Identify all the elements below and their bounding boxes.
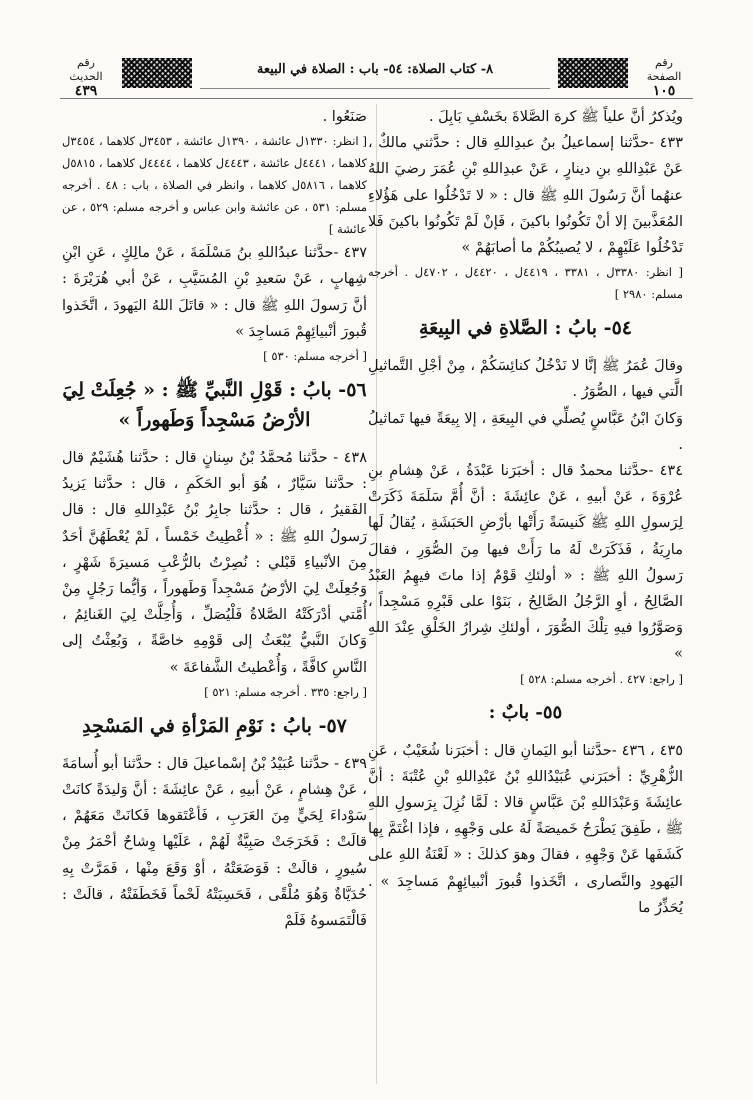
hadith-435-436: ٤٣٥ ، ٤٣٦ -حدَّثنا أبو اليَمانِ قال : أخبَرَنا شُعَيْبٌ ، عَنِ الزُّهْرِيِّ : أخبَرَني عُبَيْدُاللهِ بْنُ عَبْدِاللهِ بْنِ عُتْبَةَ : أنَّ عائِشَةَ وَعَبْدَاللهِ بْنَ عَبَّاسٍ قالا : لَمَّا نُزِلَ بِرَسولِ اللهِ ﷺ ، طَفِقَ يَطْرَحُ خَميصَةً لَهُ على وَجْهِهِ ، فإذا اغْتَمَّ بِها كَشَفَها عَنْ وَجْهِهِ ، فقالَ وهوَ كذلكَ : « لَعْنَةُ اللهِ على اليَهودِ والنَّصارى ، اتَّخَذوا قُبورَ أنْبيائِهِمْ مَساجِدَ » . يُحَذِّرُ ما xyxy=(368,742,683,916)
header-rule xyxy=(60,98,693,99)
text-block: ويُذكرُ أنَّ علياً ﷺ كرهَ الصَّلاةَ بخَسْفِ بَابِلَ . xyxy=(428,109,683,125)
chapter-heading-54: ٥٤- بابُ : الصَّلاةِ في البِيعَةِ xyxy=(418,317,632,340)
text-block: وقالَ عُمَرُ ﷺ إنَّا لا نَدْخُلُ كنائِسَكُمْ ، مِنْ أجْلِ التَّماثيلِ الَّتي فيها ، الصُّوَرُ . xyxy=(368,358,683,401)
hadith-number-box xyxy=(60,56,112,99)
hadith-438: ٤٣٨ - حدَّثنا مُحمَّدُ بْنُ سِنانٍ قال : حدَّثنا هُشَيْمٌ قال : حدَّثنا سَيَّارٌ ، هُوَ أبو الحَكَمِ ، قال : حدَّثنا يَزيدُ الفَقيرُ ، قال : حدَّثنا جابِرُ بْنُ عَبْدِاللهِ قال : قال رَسولُ اللهِ ﷺ : « أُعْطِيتُ خَمْساً ، لَمْ يُعْطَهُنَّ أحَدٌ مِنَ الأنْبياءِ قَبْلي : نُصِرْتُ بالرُّعْبِ مَسيرَةَ شَهْرٍ ، وَجُعِلَتْ لِيَ الأرْضُ مَسْجِداً وَطَهوراً ، وَأيُّما رَجُلٍ مِنْ أُمَّتي أدْرَكَتْهُ الصَّلاةُ فَلْيُصَلِّ ، وَأُحِلَّتْ لِيَ الغَنائِمُ ، وَكانَ النَّبيُّ يُبْعَثُ إلى قَوْمِهِ خاصَّةً ، وَبُعِثْتُ إلى النَّاسِ كافَّةً ، وَأُعْطيتُ الشَّفاعَةَ » xyxy=(62,450,367,676)
hadith-439: ٤٣٩ - حدَّثنا عُبَيْدُ بْنُ إسْماعيلَ قال : حدَّثنا أبو أُسامَةَ ، عَنْ هِشامٍ ، عَنْ أبيهِ ، عَنْ عائِشَةَ : أنَّ وَليدَةً كانَتْ سَوْداءَ لِحَيٍّ مِنَ العَرَبِ ، فَأعْتَقوها فَكانَتْ مَعَهُمْ ، قالَتْ : فَخَرَجَتْ صَبِيَّةٌ لَهُمْ ، عَلَيْها وِشاحٌ أحْمَرُ مِنْ سُيورٍ ، قالَتْ : فَوَضَعَتْهُ ، أوْ وَقَعَ مِنْها ، فَمَرَّتْ بِهِ حُدَيَّاةٌ وَهُوَ مُلْقًى ، فَحَسِبَتْهُ لَحْماً فَخَطَفَتْهُ ، قالَتْ : فَالْتَمَسوهُ فَلَمْ xyxy=(62,755,367,930)
page-number: ١٠٥ xyxy=(652,83,676,99)
cross-reference-note: [ راجع: ٣٣٥ . أخرجه مسلم: ٥٢١ ] xyxy=(204,684,367,699)
header-ornament-left xyxy=(122,58,192,88)
page-number-box xyxy=(638,56,690,99)
hadith-434: ٤٣٤ -حدَّثنا محمدٌ قال : أخبَرَنا عَبْدَةُ ، عَنْ هِشامِ بنِ عُرْوَةَ ، عَنْ أبيهِ ، عَنْ عائِشَةَ : أنَّ أُمَّ سَلَمَةَ ذَكَرَتْ لِرَسولِ اللهِ ﷺ كَنيسَةً رَأَتْها بأرْضِ الحَبَشَةِ ، يُقالُ لَها مارِيَةُ ، فَذَكَرَتْ لَهُ ما رَأَتْ فيها مِنَ الصُّوَرِ ، فقالَ رَسولُ اللهِ ﷺ : « أولئكِ قَوْمٌ إذا ماتَ فيهِمُ العَبْدُ الصَّالِحُ ، أوِ الرَّجُلُ الصَّالِحُ ، بَنَوْا على قَبْرِهِ مَسْجِداً ، وَصَوَّرُوا فيهِ تِلْكَ الصُّوَرَ ، أولئكِ شِرارُ الخَلْقِ عِنْدَ اللهِ » xyxy=(368,463,683,663)
cross-reference-note: [ انظر: ٣٣٨٠ل ، ٣٣٨١ ، ٤٤١٩ل ، ٤٤٢٠ل ، ٤٧٠٢ل . أخرجه مسلم: ٢٩٨٠ ] xyxy=(368,265,683,302)
hadith-433: ٤٣٣ -حدَّثنا إسماعيلُ بنُ عبدِاللهِ قال : حدَّثني مالكٌ ، عَنْ عَبْدِاللهِ بنِ دينارٍ ، عَنْ عبدِاللهِ بْنِ عُمَرَ رضيَ اللهُ عنهُما أنَّ رَسُولَ اللهِ ﷺ قال : « لا تَدْخُلُوا على هَؤُلاءِ المُعَذَّبينَ إلا أنْ تَكُونُوا باكينَ ، فَإنْ لَمْ تَكُونُوا باكينَ فَلا تَدْخُلُوا عَلَيْهِمْ ، لا يُصيبُكُمْ ما أصابَهُمْ » xyxy=(368,135,683,257)
running-title: ٨- كتاب الصلاة: ٥٤- باب : الصلاة في البيعة xyxy=(200,62,550,89)
cross-reference-note: [ انظر: ١٣٣٠ل عائشة ، ١٣٩٠ل عائشة ، ٣٤٥٣ل كلاهما ، ٣٤٥٤ل كلاهما ، ٤٤٤١ل عائشة ، ٤٤٤٣ل كلاهما ، ٤٤٤٤ل كلاهما ، ٥٨١٥ل كلاهما ، ٥٨١٦ل كلاهما ، وانظر في الصلاة ، باب : ٤٨ . أخرجه مسلم: ٥٣١ ، عن عائشة وابن عباس و أخرجه مسلم: ٥٢٩ ، عن عائشة ] xyxy=(62,134,368,237)
cross-reference-note: [ راجع: ٤٢٧ . أخرجه مسلم: ٥٢٨ ] xyxy=(520,671,683,686)
page-number-label: رقم الصفحة xyxy=(646,56,682,83)
page-header xyxy=(60,52,690,99)
text-block: وَكانَ ابْنُ عَبَّاسٍ يُصلِّي في البِيعَةِ ، إلا بِيعَةً فيها تَماثيلُ . xyxy=(368,410,683,453)
left-column xyxy=(62,104,367,934)
hadith-number: ٤٣٩ xyxy=(74,83,98,99)
header-ornament-right xyxy=(558,58,628,88)
text-block: صَنَعُوا . xyxy=(322,109,367,125)
chapter-heading-57: ٥٧- بابُ : نَوْمِ المَرْأةِ في المَسْجِدِ xyxy=(82,714,347,737)
chapter-heading-55: ٥٥- بابٌ : xyxy=(488,701,563,723)
cross-reference-note: [ أخرجه مسلم: ٥٣٠ ] xyxy=(263,349,367,364)
hadith-437: ٤٣٧ -حدَّثنا عبدُاللهِ بنُ مَسْلَمَةَ ، عَنْ مالِكٍ ، عَنِ ابْنِ شِهابٍ ، عَنْ سَعيدِ بْنِ المُسَيَّبِ ، عَنْ أبي هُرَيْرَةَ : أنَّ رَسولَ اللهِ ﷺ قال : « قاتَلَ اللهُ اليَهودَ ، اتَّخَذوا قُبورَ أنْبيائِهِمْ مَساجِدَ » xyxy=(62,245,367,340)
right-column xyxy=(368,104,683,921)
chapter-heading-56: ٥٦- بابُ : قَوْلِ النَّبيِّ ﷺ : « جُعِلَتْ لِيَ الأرْضُ مَسْجِداً وَطَهوراً » xyxy=(62,379,367,432)
hadith-number-label: رقم الحديث xyxy=(69,56,103,83)
